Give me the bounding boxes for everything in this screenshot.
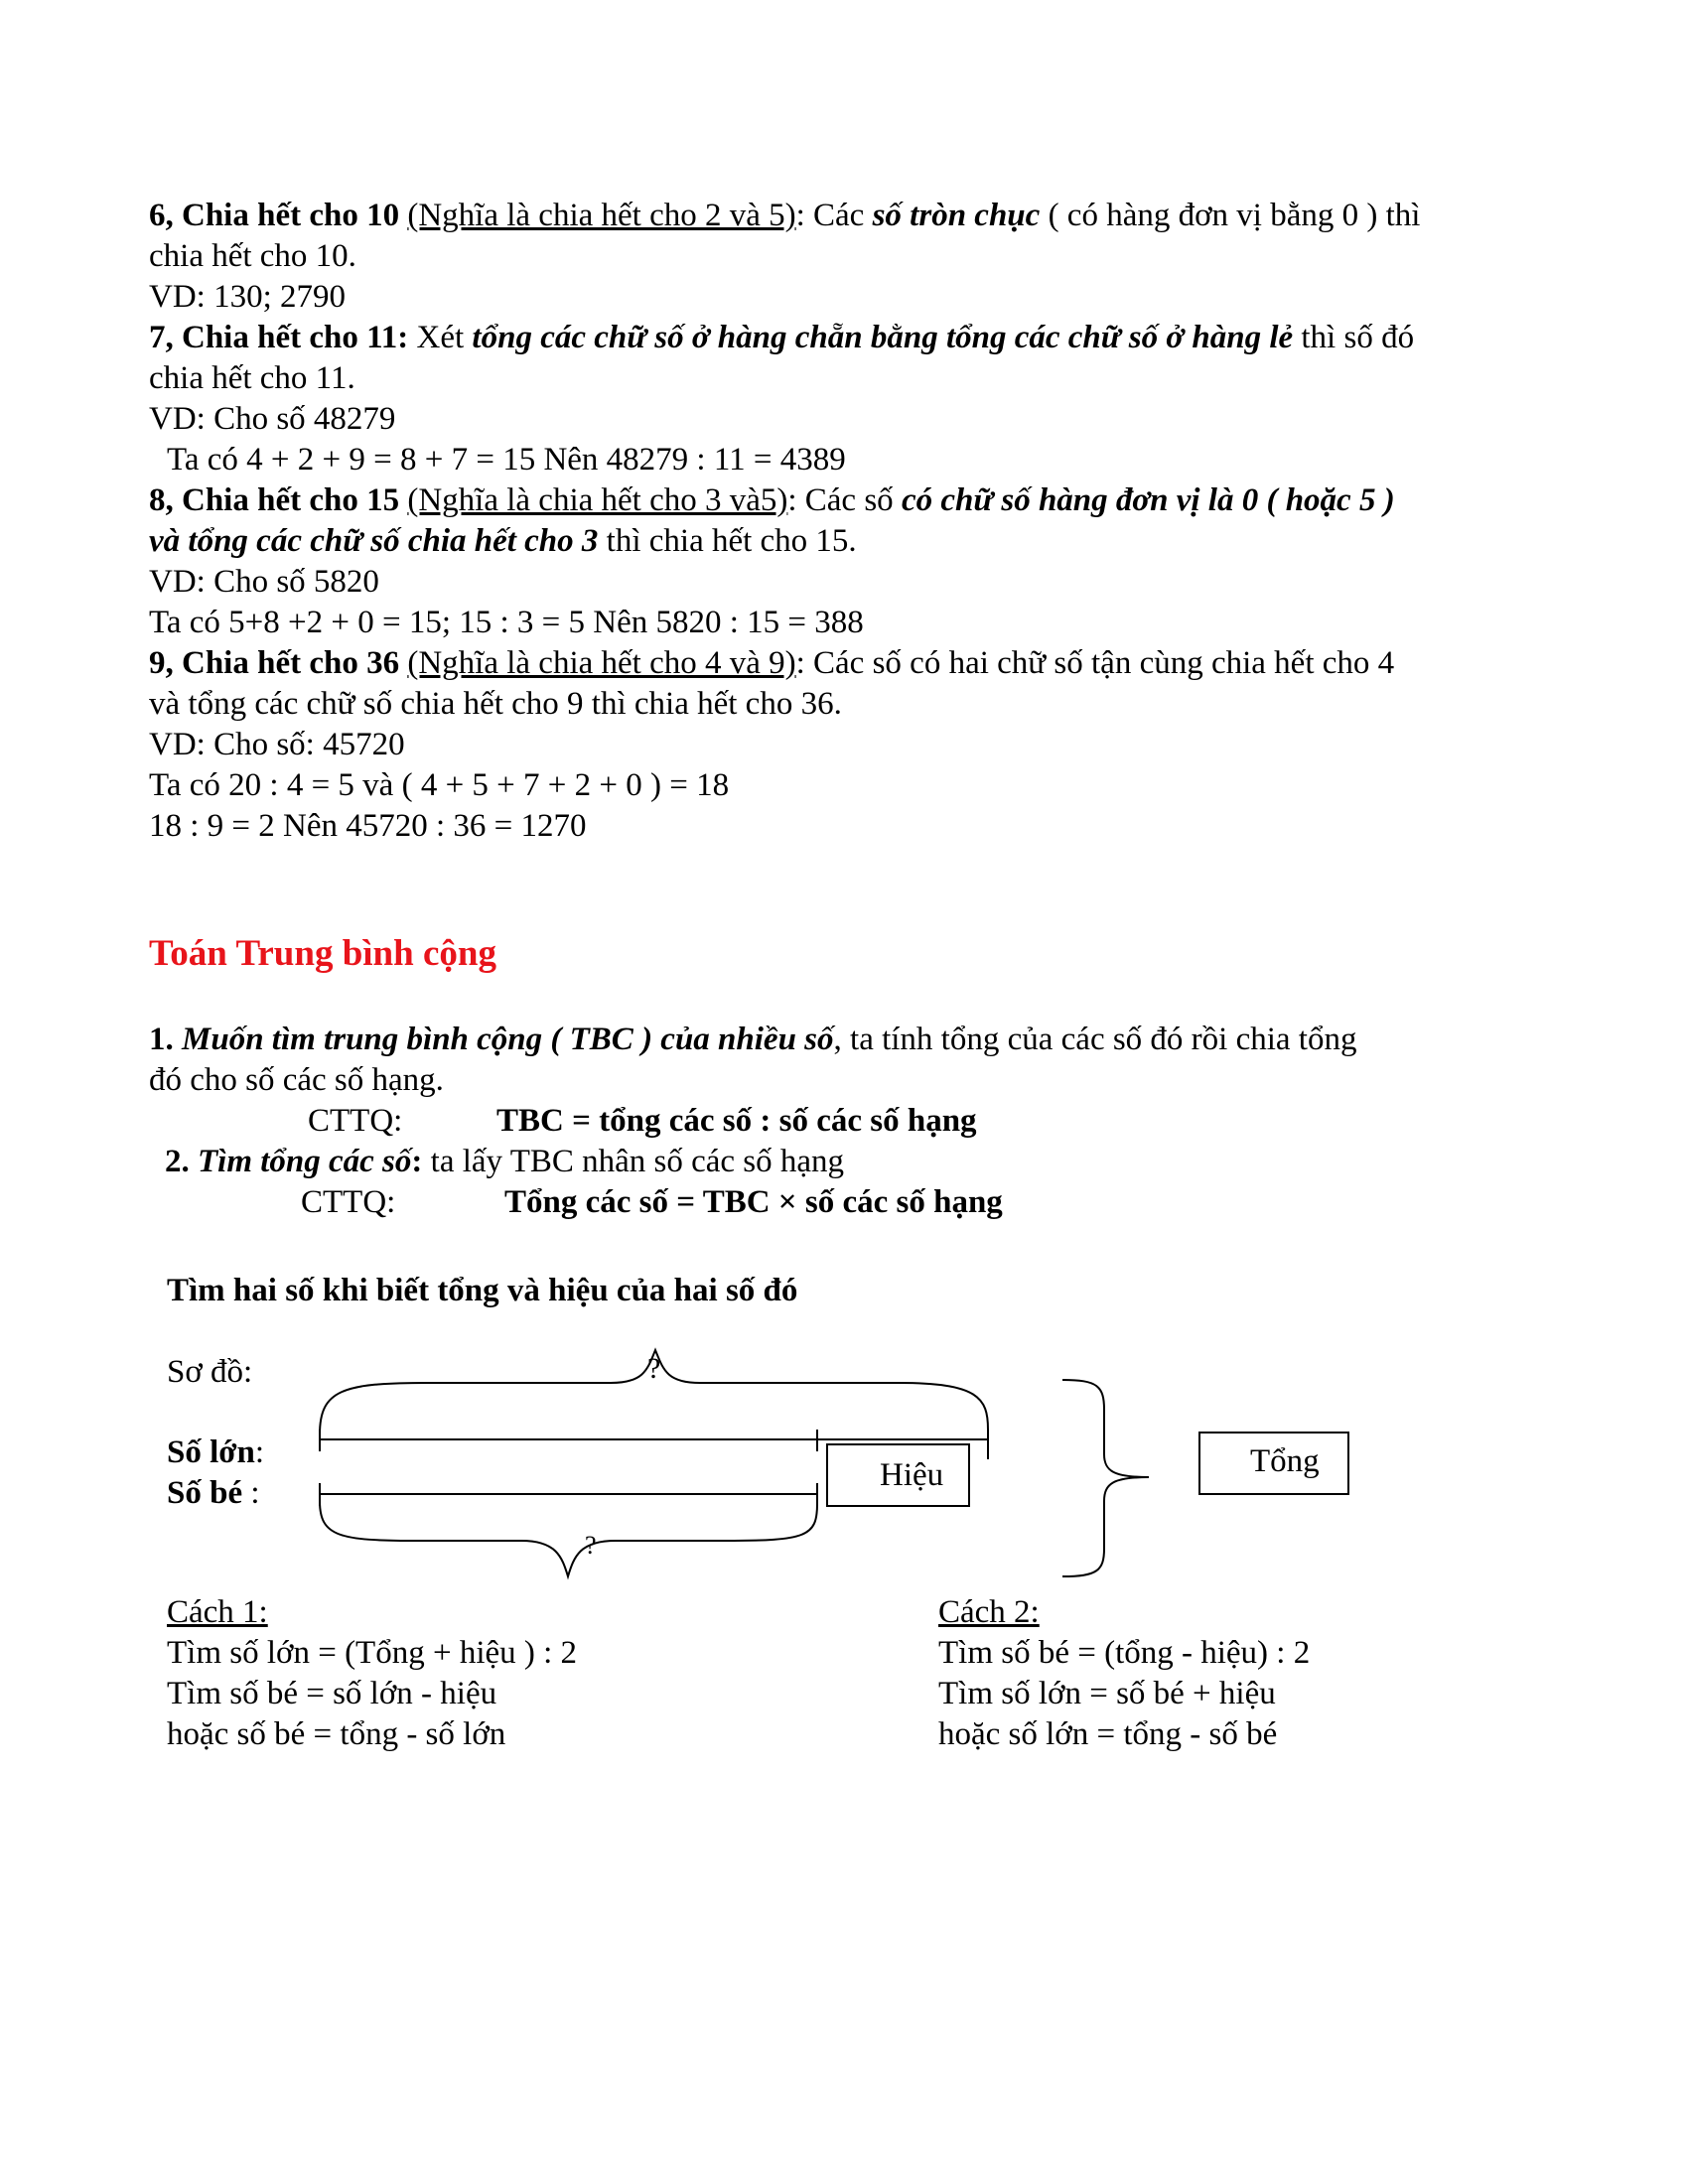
average-rule-2-colon: : [411, 1144, 423, 1179]
method-1-title: Cách 1: [167, 1594, 268, 1630]
rule-8-emphasis-2: và tổng các chữ số chia hết cho 3 [149, 523, 599, 559]
rule-7-emphasis: tổng các chữ số ở hàng chẵn bằng tổng các chữ số ở hàng lẻ [472, 320, 1294, 355]
smaller-number-label-colon: : [242, 1475, 260, 1511]
rule-8-example: VD: Cho số 5820 [149, 564, 379, 600]
rule-6-line-2: chia hết cho 10. [149, 238, 356, 274]
rule-8-heading: 8, Chia hết cho 15 [149, 482, 400, 518]
formula-2: Tổng các số = TBC × số các số hạng [504, 1184, 1003, 1220]
average-rule-2-text: ta lấy TBC nhân số các số hạng [422, 1144, 845, 1179]
rule-6-emphasis: số tròn chục [872, 198, 1041, 233]
rule-6-note: (Nghĩa là chia hết cho 2 và 5) [407, 198, 796, 233]
method-2-title: Cách 2: [938, 1594, 1040, 1630]
formula-1-label: CTTQ: [308, 1103, 403, 1139]
rule-9-text-a: : Các số có hai chữ số tận cùng chia hết cho 4 [795, 645, 1395, 681]
average-rule-1-text: , ta tính tổng của các số đó rồi chia tổng [833, 1022, 1357, 1057]
rule-8-text-b: thì chia hết cho 15. [598, 523, 857, 559]
method-1-line-2: Tìm số bé = số lớn - hiệu [167, 1676, 497, 1711]
rule-8-text-a: : Các số [787, 482, 902, 518]
sum-label: Tổng [1250, 1443, 1320, 1479]
rule-9-example: VD: Cho số: 45720 [149, 727, 405, 762]
rule-7-heading: 7, Chia hết cho 11: [149, 320, 409, 355]
method-1-line-1: Tìm số lớn = (Tổng + hiệu ) : 2 [167, 1635, 578, 1671]
section-title-average: Toán Trung bình cộng [149, 933, 496, 974]
formula-1: TBC = tổng các số : số các số hạng [496, 1103, 977, 1139]
rule-6-text-b: ( có hàng đơn vị bằng 0 ) thì [1040, 198, 1421, 233]
smaller-number-label-text: Số bé [167, 1475, 243, 1511]
rule-8-calculation: Ta có 5+8 +2 + 0 = 15; 15 : 3 = 5 Nên 5820 : 15 = 388 [149, 605, 864, 640]
rule-9-heading: 9, Chia hết cho 36 [149, 645, 400, 681]
average-rule-2-number: 2. [165, 1144, 190, 1179]
bottom-question-mark: ? [585, 1531, 597, 1560]
average-rule-1-emphasis: Muốn tìm trung bình cộng ( TBC ) của nhiều số [173, 1022, 834, 1057]
rule-9-calculation-2: 18 : 9 = 2 Nên 45720 : 36 = 1270 [149, 808, 587, 844]
larger-number-label-text: Số lớn [167, 1434, 255, 1470]
bottom-brace [320, 1501, 817, 1576]
method-2-line-1: Tìm số bé = (tổng - hiệu) : 2 [938, 1635, 1311, 1671]
diagram-label: Sơ đồ: [167, 1354, 253, 1390]
rule-8-emphasis-1: có chữ số hàng đơn vị là 0 ( hoặc 5 ) [901, 482, 1395, 518]
rule-7-text-b: thì số đó [1293, 320, 1415, 355]
rule-7-example: VD: Cho số 48279 [149, 401, 396, 437]
larger-number-label-colon: : [254, 1434, 265, 1470]
top-question-mark: ? [647, 1352, 661, 1385]
rule-7-line-2: chia hết cho 11. [149, 360, 355, 396]
rule-6-heading: 6, Chia hết cho 10 [149, 198, 400, 233]
rule-8-note: (Nghĩa là chia hết cho 3 và5) [407, 482, 788, 518]
average-rule-1-number: 1. [149, 1022, 174, 1057]
rule-9-calculation-1: Ta có 20 : 4 = 5 và ( 4 + 5 + 7 + 2 + 0 ) = 18 [149, 767, 730, 803]
sum-box [1198, 1432, 1349, 1495]
sum-brace [1062, 1380, 1149, 1576]
rule-6-example: VD: 130; 2790 [149, 279, 346, 315]
difference-box [826, 1443, 970, 1507]
formula-2-label: CTTQ: [301, 1184, 396, 1220]
average-rule-1-line-2: đó cho số các số hạng. [149, 1062, 444, 1098]
method-1-line-3: hoặc số bé = tổng - số lớn [167, 1716, 506, 1752]
difference-label: Hiệu [880, 1457, 944, 1493]
method-2-line-2: Tìm số lớn = số bé + hiệu [938, 1676, 1276, 1711]
rule-9-note: (Nghĩa là chia hết cho 4 và 9) [407, 645, 796, 681]
rule-9-line-2: và tổng các chữ số chia hết cho 9 thì chia hết cho 36. [149, 686, 842, 722]
rule-6-text-a: : Các [795, 198, 873, 233]
section-title-sum-difference: Tìm hai số khi biết tổng và hiệu của hai số đó [167, 1273, 798, 1308]
rule-7-calculation: Ta có 4 + 2 + 9 = 8 + 7 = 15 Nên 48279 : 11 = 4389 [167, 442, 846, 478]
rule-7-text-a: Xét [408, 320, 473, 355]
average-rule-2-emphasis: Tìm tổng các số [189, 1144, 412, 1179]
method-2-line-3: hoặc số lớn = tổng - số bé [938, 1716, 1278, 1752]
